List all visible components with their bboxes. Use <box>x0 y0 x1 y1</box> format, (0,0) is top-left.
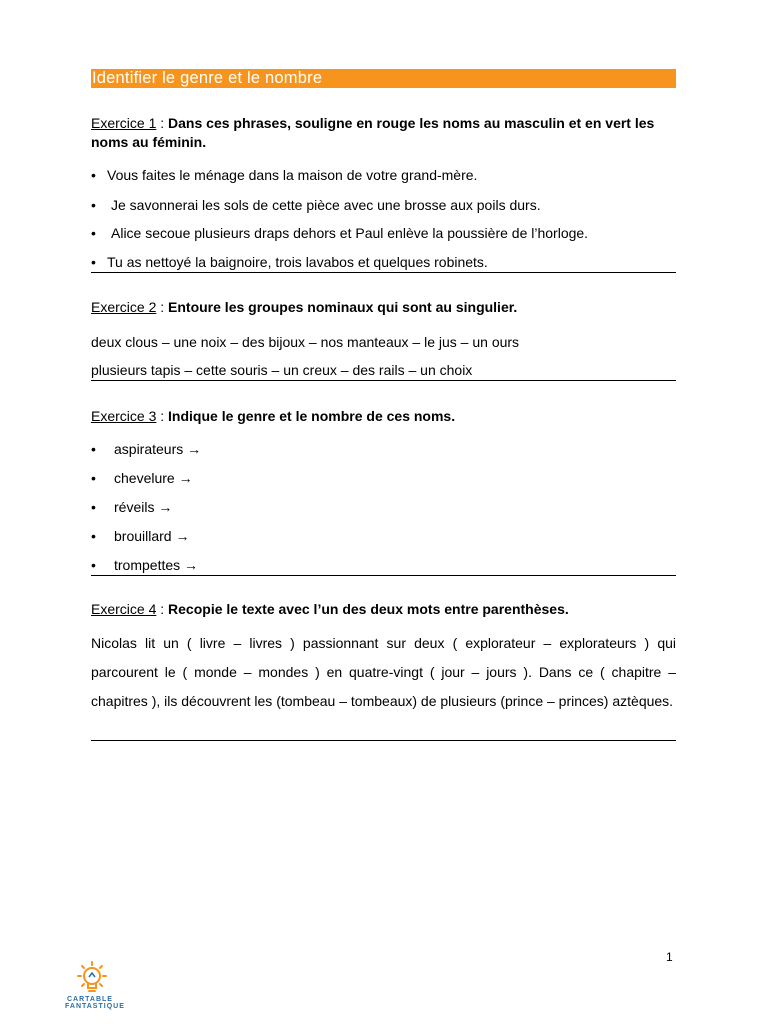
divider <box>91 575 676 576</box>
exercise-4-heading: Exercice 4 : Recopie le texte avec l’un des deux mots entre parenthèses. <box>91 601 569 617</box>
bullet-icon: • <box>91 254 96 270</box>
lightbulb-icon <box>62 960 122 994</box>
word-line-1: deux clous – une noix – des bijoux – nos manteaux – le jus – un ours <box>91 334 520 350</box>
exercise-2-label: Exercice 2 <box>91 299 157 315</box>
logo-text-line2: FANTASTIQUE <box>65 1003 125 1010</box>
exercise-1-instruction: Dans ces phrases, souligne en rouge les noms au masculin et en vert les noms au féminin. <box>91 115 655 150</box>
exercise-2-instruction: Entoure les groupes nominaux qui sont au singulier. <box>168 299 518 315</box>
bullet-icon: • <box>91 167 96 183</box>
exercise-3-instruction: Indique le genre et le nombre de ces noms. <box>168 408 456 424</box>
page-title: Identifier le genre et le nombre <box>92 69 323 87</box>
exercise-3-heading: Exercice 3 : Indique le genre et le nombre de ces noms. <box>91 408 456 424</box>
exercise-1-heading: Exercice 1 : Dans ces phrases, souligne en rouge les noms au masculin et en vert les noms au féminin. <box>91 115 655 150</box>
divider <box>91 740 676 741</box>
divider <box>91 380 676 381</box>
bullet-icon: • <box>91 528 96 544</box>
bullet-icon: • <box>91 441 96 457</box>
exercise-1-label: Exercice 1 <box>91 115 157 131</box>
exercise-4-label: Exercice 4 <box>91 601 157 617</box>
exercise-3-label: Exercice 3 <box>91 408 157 424</box>
bullet-icon: • <box>91 499 96 515</box>
exercise-4-instruction: Recopie le texte avec l’un des deux mots entre parenthèses. <box>168 601 569 617</box>
divider <box>91 272 676 273</box>
cartable-fantastique-logo <box>62 960 125 1010</box>
bullet-icon: • <box>91 557 96 573</box>
bullet-icon: • <box>91 470 96 486</box>
word-line-2: plusieurs tapis – cette souris – un creux – des rails – un choix <box>91 362 473 378</box>
bullet-icon: • <box>91 197 96 213</box>
title-bar <box>91 69 676 88</box>
exercise-4-text: Nicolas lit un ( livre – livres ) passionnant sur deux ( explorateur – explorateurs ) qui parcourent le ( monde – mondes ) en quatre-vingt ( jour – jours ). Dans ce ( chapitre – chapitres ), ils découvrent les (tombeau – tombeaux) de plusieurs (prince – princes) aztèques. <box>91 635 676 709</box>
logo-text-line1: CARTABLE <box>67 996 113 1003</box>
bullet-icon: • <box>91 225 96 241</box>
page-number: 1 <box>666 950 673 964</box>
exercise-2-heading: Exercice 2 : Entoure les groupes nominaux qui sont au singulier. <box>91 299 518 315</box>
